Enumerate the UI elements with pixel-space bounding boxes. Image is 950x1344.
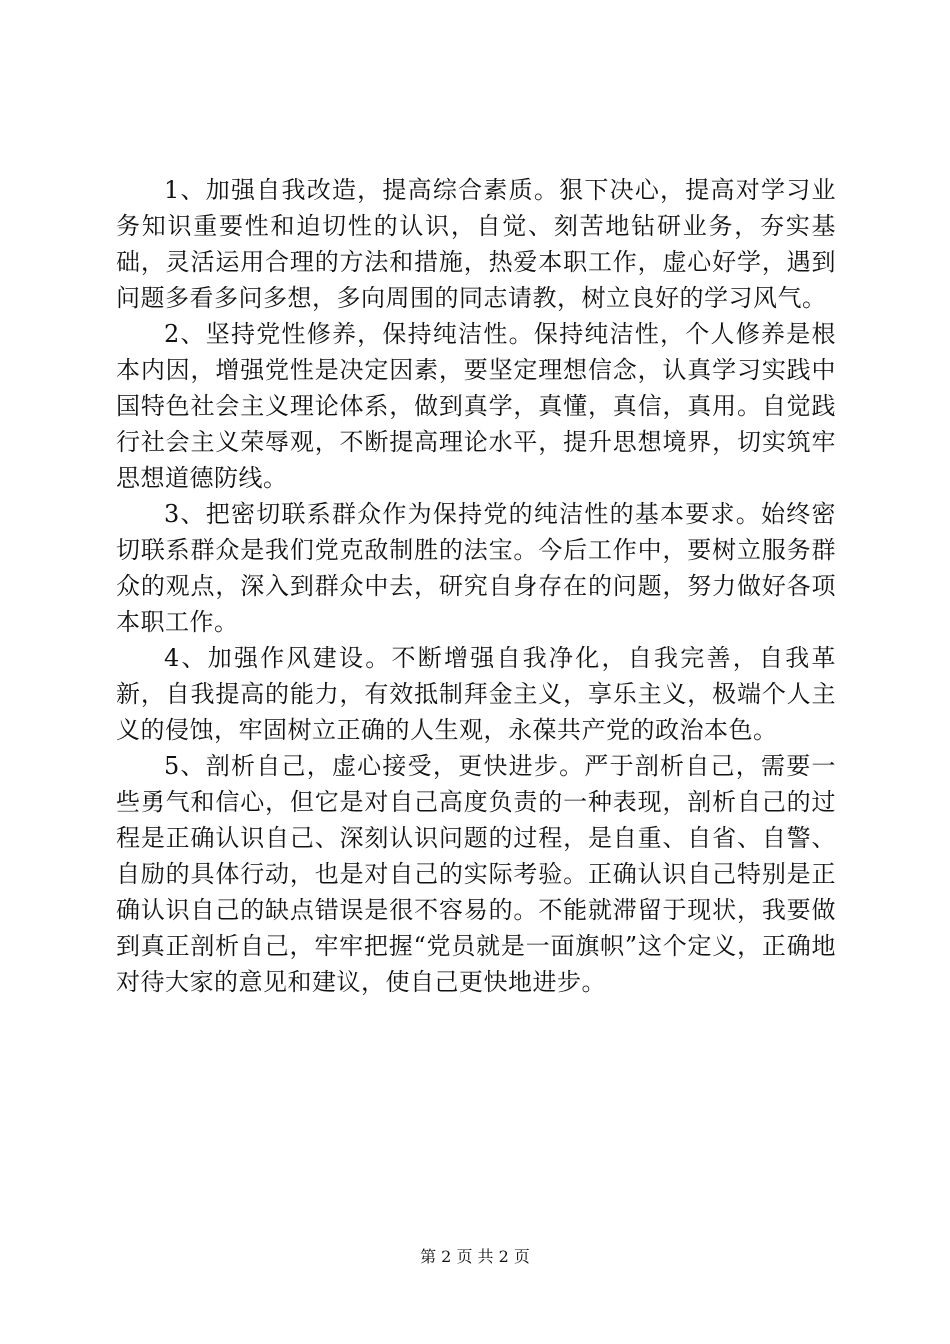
- paragraph-3: 3、把密切联系群众作为保持党的纯洁性的基本要求。始终密切联系群众是我们党克敌制胜的法宝。今后工作中，要树立服务群众的观点，深入到群众中去，研究自身存在的问题，努力做好各项本职工作。: [116, 500, 836, 636]
- paragraph-2: 2、坚持党性修养，保持纯洁性。保持纯洁性，个人修养是根本内因，增强党性是决定因素，要坚定理想信念，认真学习实践中国特色社会主义理论体系，做到真学，真懂，真信，真用。自觉践行社会主义荣辱观，不断提高理论水平，提升思想境界，切实筑牢思想道德防线。: [116, 320, 836, 492]
- page-footer: 第 2 页 共 2 页: [420, 1247, 530, 1266]
- paragraph-4: 4、加强作风建设。不断增强自我净化，自我完善，自我革新，自我提高的能力，有效抵制拜金主义，享乐主义，极端个人主义的侵蚀，牢固树立正确的人生观，永葆共产党的政治本色。: [116, 644, 836, 744]
- document-body: [116, 172, 836, 1000]
- paragraph-1: 1、加强自我改造，提高综合素质。狠下决心，提高对学习业务知识重要性和迫切性的认识，自觉、刻苦地钻研业务，夯实基础，灵活运用合理的方法和措施，热爱本职工作，虚心好学，遇到问题多看多问多想，多向周围的同志请教，树立良好的学习风气。: [116, 176, 836, 312]
- paragraph-5: 5、剖析自己，虚心接受，更快进步。严于剖析自己，需要一些勇气和信心，但它是对自己高度负责的一种表现，剖析自己的过程是正确认识自己、深刻认识问题的过程，是自重、自省、自警、自励的具体行动，也是对自己的实际考验。正确认识自己特别是正确认识自己的缺点错误是很不容易的。不能就滞留于现状，我要做到真正剖析自己，牢牢把握“党员就是一面旗帜”这个定义，正确地对待大家的意见和建议，使自己更快地进步。: [116, 752, 836, 996]
